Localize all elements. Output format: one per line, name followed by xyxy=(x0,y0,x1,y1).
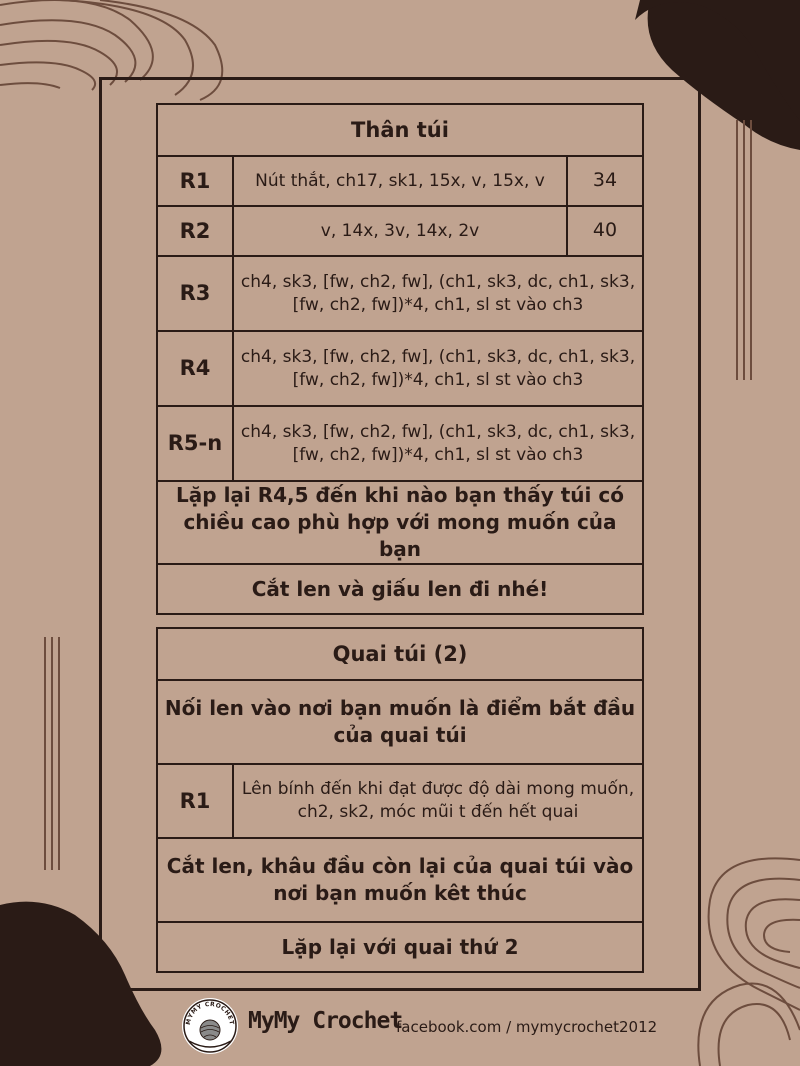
table-row xyxy=(157,206,643,256)
bag-body-title: Thân túi xyxy=(157,104,643,156)
table-row xyxy=(157,156,643,206)
row-instruction: ch4, sk3, [fw, ch2, fw], (ch1, sk3, dc, ch1, sk3, [fw, ch2, fw])*4, ch1, sl st vào ch3 xyxy=(233,331,643,406)
repeat-note: Lặp lại R4,5 đến khi nào bạn thấy túi có chiều cao phù hợp với mong muốn của bạn xyxy=(157,481,643,564)
row-label: R3 xyxy=(157,256,233,331)
handle-intro: Nối len vào nơi bạn muốn là điểm bắt đầu của quai túi xyxy=(157,680,643,764)
table-row xyxy=(157,764,643,838)
contour-lines-bottom-right xyxy=(698,858,800,1066)
facebook-link[interactable]: facebook.com / mymycrochet2012 xyxy=(396,1018,658,1036)
bag-handle-table xyxy=(156,627,644,973)
table-row xyxy=(157,406,643,481)
row-label: R5-n xyxy=(157,406,233,481)
brand-name: MyMy Crochet xyxy=(248,1008,403,1034)
row-label: R4 xyxy=(157,331,233,406)
row-instruction: Nút thắt, ch17, sk1, 15x, v, 15x, v xyxy=(233,156,567,206)
table-row xyxy=(157,256,643,331)
logo-text: MYMY CROCHET xyxy=(184,1000,236,1026)
row-instruction: ch4, sk3, [fw, ch2, fw], (ch1, sk3, dc, ch1, sk3, [fw, ch2, fw])*4, ch1, sl st vào ch3 xyxy=(233,406,643,481)
bag-body-table xyxy=(156,103,644,615)
handle-repeat-note: Lặp lại với quai thứ 2 xyxy=(157,922,643,972)
brand-logo xyxy=(181,997,239,1055)
handle-finish-note: Cắt len, khâu đầu còn lại của quai túi vào nơi bạn muốn kêt thúc xyxy=(157,838,643,922)
vertical-lines-right xyxy=(737,120,751,380)
yarn-ball-icon xyxy=(200,1020,220,1040)
row-label: R1 xyxy=(157,156,233,206)
row-instruction: v, 14x, 3v, 14x, 2v xyxy=(233,206,567,256)
stitch-count: 34 xyxy=(567,156,643,206)
row-instruction: Lên bính đến khi đạt được độ dài mong muốn, ch2, sk2, móc mũi t đến hết quai xyxy=(233,764,643,838)
finish-note: Cắt len và giấu len đi nhé! xyxy=(157,564,643,614)
stitch-count: 40 xyxy=(567,206,643,256)
table-row xyxy=(157,331,643,406)
vertical-lines-left xyxy=(45,637,59,870)
row-instruction: ch4, sk3, [fw, ch2, fw], (ch1, sk3, dc, ch1, sk3, [fw, ch2, fw])*4, ch1, sl st vào ch3 xyxy=(233,256,643,331)
row-label: R2 xyxy=(157,206,233,256)
bag-handle-title: Quai túi (2) xyxy=(157,628,643,680)
row-label: R1 xyxy=(157,764,233,838)
